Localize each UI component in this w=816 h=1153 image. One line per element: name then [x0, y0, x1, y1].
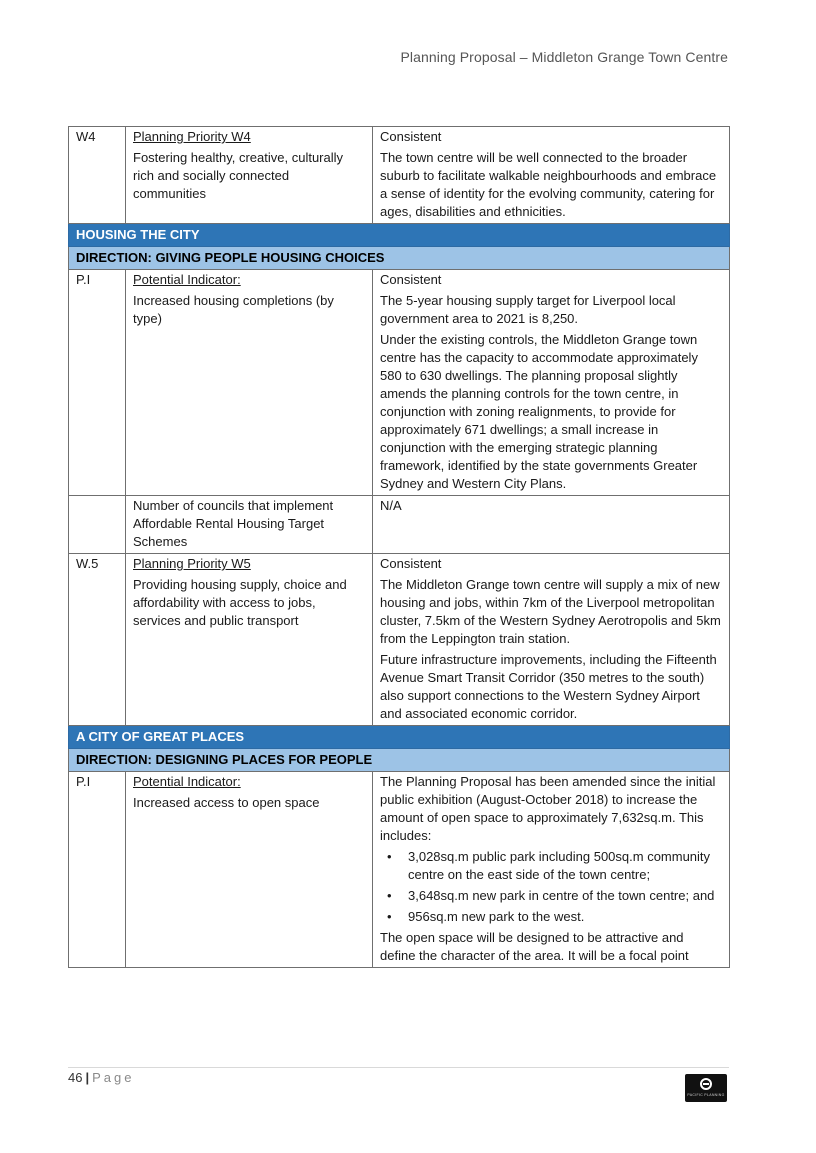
- row-comment: [373, 496, 730, 554]
- page-number: [68, 1070, 134, 1085]
- open-space-list: [380, 848, 722, 926]
- comment-text: The Planning Proposal has been amended since the initial public exhibition (August-October 2018) to increase the amount of open space to approximately 7,632sq.m. This includes:: [380, 774, 716, 843]
- comment-text: Future infrastructure improvements, including the Fifteenth Avenue Smart Transit Corridor (350 metres to the south) also support connections to the Western Sydney Airport and associated economic corridor.: [380, 652, 717, 721]
- comment-text: N/A: [380, 498, 402, 513]
- section-header-great-places: [69, 726, 730, 749]
- row-code: P.I: [69, 270, 126, 496]
- direction-title: DIRECTION: DESIGNING PLACES FOR PEOPLE: [69, 749, 730, 772]
- priority-title: Planning Priority W4: [133, 129, 251, 144]
- footer-divider: [68, 1067, 729, 1068]
- consistency-status: Consistent: [380, 272, 442, 287]
- row-priority: [126, 772, 373, 968]
- list-item-text: 956sq.m new park to the west.: [408, 909, 585, 924]
- row-priority: [126, 554, 373, 726]
- row-code: P.I: [69, 772, 126, 968]
- priority-title: Planning Priority W5: [133, 556, 251, 571]
- section-title: HOUSING THE CITY: [69, 224, 730, 247]
- row-priority: [126, 496, 373, 554]
- list-item-text: 3,028sq.m public park including 500sq.m community centre on the east side of the town centre;: [408, 849, 711, 882]
- indicator-title: Potential Indicator:: [133, 272, 241, 287]
- section-header-housing: [69, 224, 730, 247]
- direction-header-places: [69, 749, 730, 772]
- row-comment: [373, 554, 730, 726]
- page-number-value: 46: [68, 1070, 83, 1085]
- priority-description: Providing housing supply, choice and affordability with access to jobs, services and public transport: [133, 577, 347, 628]
- indicator-description: Number of councils that implement Affordable Rental Housing Target Schemes: [133, 498, 334, 549]
- comment-text: The open space will be designed to be attractive and define the character of the area. It will be a focal point: [380, 930, 689, 963]
- comment-text: The town centre will be well connected to the broader suburb to facilitate walkable neighbourhoods and embrace a sense of identity for the evolving community, catering for ages, disabilities and ethnicities.: [380, 150, 717, 219]
- page-separator: |: [85, 1070, 90, 1085]
- table-row-councils: [69, 496, 730, 554]
- section-title: A CITY OF GREAT PLACES: [69, 726, 730, 749]
- priority-description: Fostering healthy, creative, culturally rich and socially connected communities: [133, 150, 344, 201]
- list-item: [387, 848, 722, 884]
- consistency-status: Consistent: [380, 129, 442, 144]
- page-word: Page: [92, 1070, 135, 1085]
- indicator-title: Potential Indicator:: [133, 774, 241, 789]
- row-code: W4: [69, 127, 126, 224]
- indicator-description: Increased housing completions (by type): [133, 293, 334, 326]
- row-comment: [373, 127, 730, 224]
- company-logo: [685, 1074, 727, 1102]
- indicator-description: Increased access to open space: [133, 795, 320, 810]
- table-row-pi-housing: [69, 270, 730, 496]
- table-row-w5: [69, 554, 730, 726]
- consistency-status: Consistent: [380, 556, 442, 571]
- bullet-icon: •: [387, 888, 392, 903]
- table-row-w4: [69, 127, 730, 224]
- list-item-text: 3,648sq.m new park in centre of the town centre; and: [408, 888, 715, 903]
- bullet-icon: •: [387, 849, 392, 864]
- comment-text: Under the existing controls, the Middleton Grange town centre has the capacity to accommodate approximately 580 to 630 dwellings. The planning proposal slightly amends the planning controls for the town centre, in conjunction with zoning realignments, to provide for approximately 671 dwellings; a small increase in conjunction with the emerging strategic planning framework, identified by the state governments Greater Sydney and Western City Plans.: [380, 332, 698, 491]
- logo-mark-icon: [700, 1078, 712, 1090]
- row-comment: [373, 772, 730, 968]
- list-item: [387, 908, 722, 926]
- direction-header-housing: [69, 247, 730, 270]
- list-item: [387, 887, 722, 905]
- comment-text: The 5-year housing supply target for Liverpool local government area to 2021 is 8,250.: [380, 293, 676, 326]
- table-row-pi-open-space: [69, 772, 730, 968]
- direction-title: DIRECTION: GIVING PEOPLE HOUSING CHOICES: [69, 247, 730, 270]
- row-comment: [373, 270, 730, 496]
- document-header-title: Planning Proposal – Middleton Grange Town Centre: [400, 49, 728, 65]
- row-priority: [126, 127, 373, 224]
- consistency-table: [68, 126, 730, 968]
- comment-text: The Middleton Grange town centre will supply a mix of new housing and jobs, within 7km of the Liverpool metropolitan cluster, 7.5km of the Western Sydney Aerotropolis and 5km from the Leppington train station.: [380, 577, 721, 646]
- logo-text: PACIFIC PLANNING: [687, 1093, 725, 1097]
- bullet-icon: •: [387, 909, 392, 924]
- row-priority: [126, 270, 373, 496]
- row-code: W.5: [69, 554, 126, 726]
- row-code: [69, 496, 126, 554]
